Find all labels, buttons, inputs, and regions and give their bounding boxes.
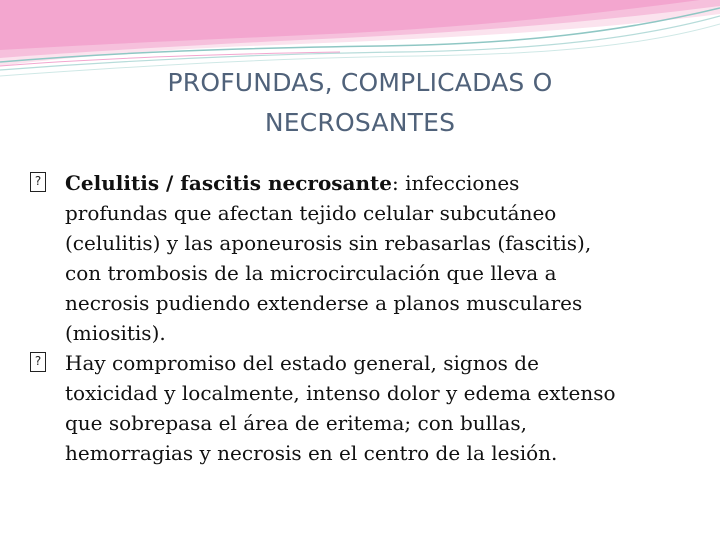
paragraph-line: (celulitis) y las aponeurosis sin rebasarlas (fascitis), [65,231,592,255]
slide-body [30,168,720,468]
term-continuation: : infecciones [392,171,520,195]
paragraph-line: hemorragias y necrosis en el centro de la lesión. [65,441,558,465]
slide-title [100,63,620,143]
paragraph-line: (miositis). [65,321,166,345]
missing-glyph-bullet-icon: ? [30,352,46,372]
title-line: PROFUNDAS, COMPLICADAS O [167,68,553,97]
missing-glyph-bullet-icon: ? [30,172,46,192]
paragraph-line: con trombosis de la microcirculación que lleva a [65,261,557,285]
bullet-paragraph-necrotizing [30,168,720,348]
bullet-paragraph-symptoms [30,348,720,468]
paragraph-line: que sobrepasa el área de eritema; con bullas, [65,411,527,435]
title-line: NECROSANTES [264,108,456,137]
bold-term: Celulitis / fascitis necrosante [65,171,393,195]
paragraph-first-line: Hay compromiso del estado general, signos de [65,351,539,375]
paragraph-first-line [65,168,720,198]
paragraph-line: profundas que afectan tejido celular subcutáneo [65,201,557,225]
paragraph-line: necrosis pudiendo extenderse a planos musculares [65,291,583,315]
paragraph-line: toxicidad y localmente, intenso dolor y edema extenso [65,381,616,405]
